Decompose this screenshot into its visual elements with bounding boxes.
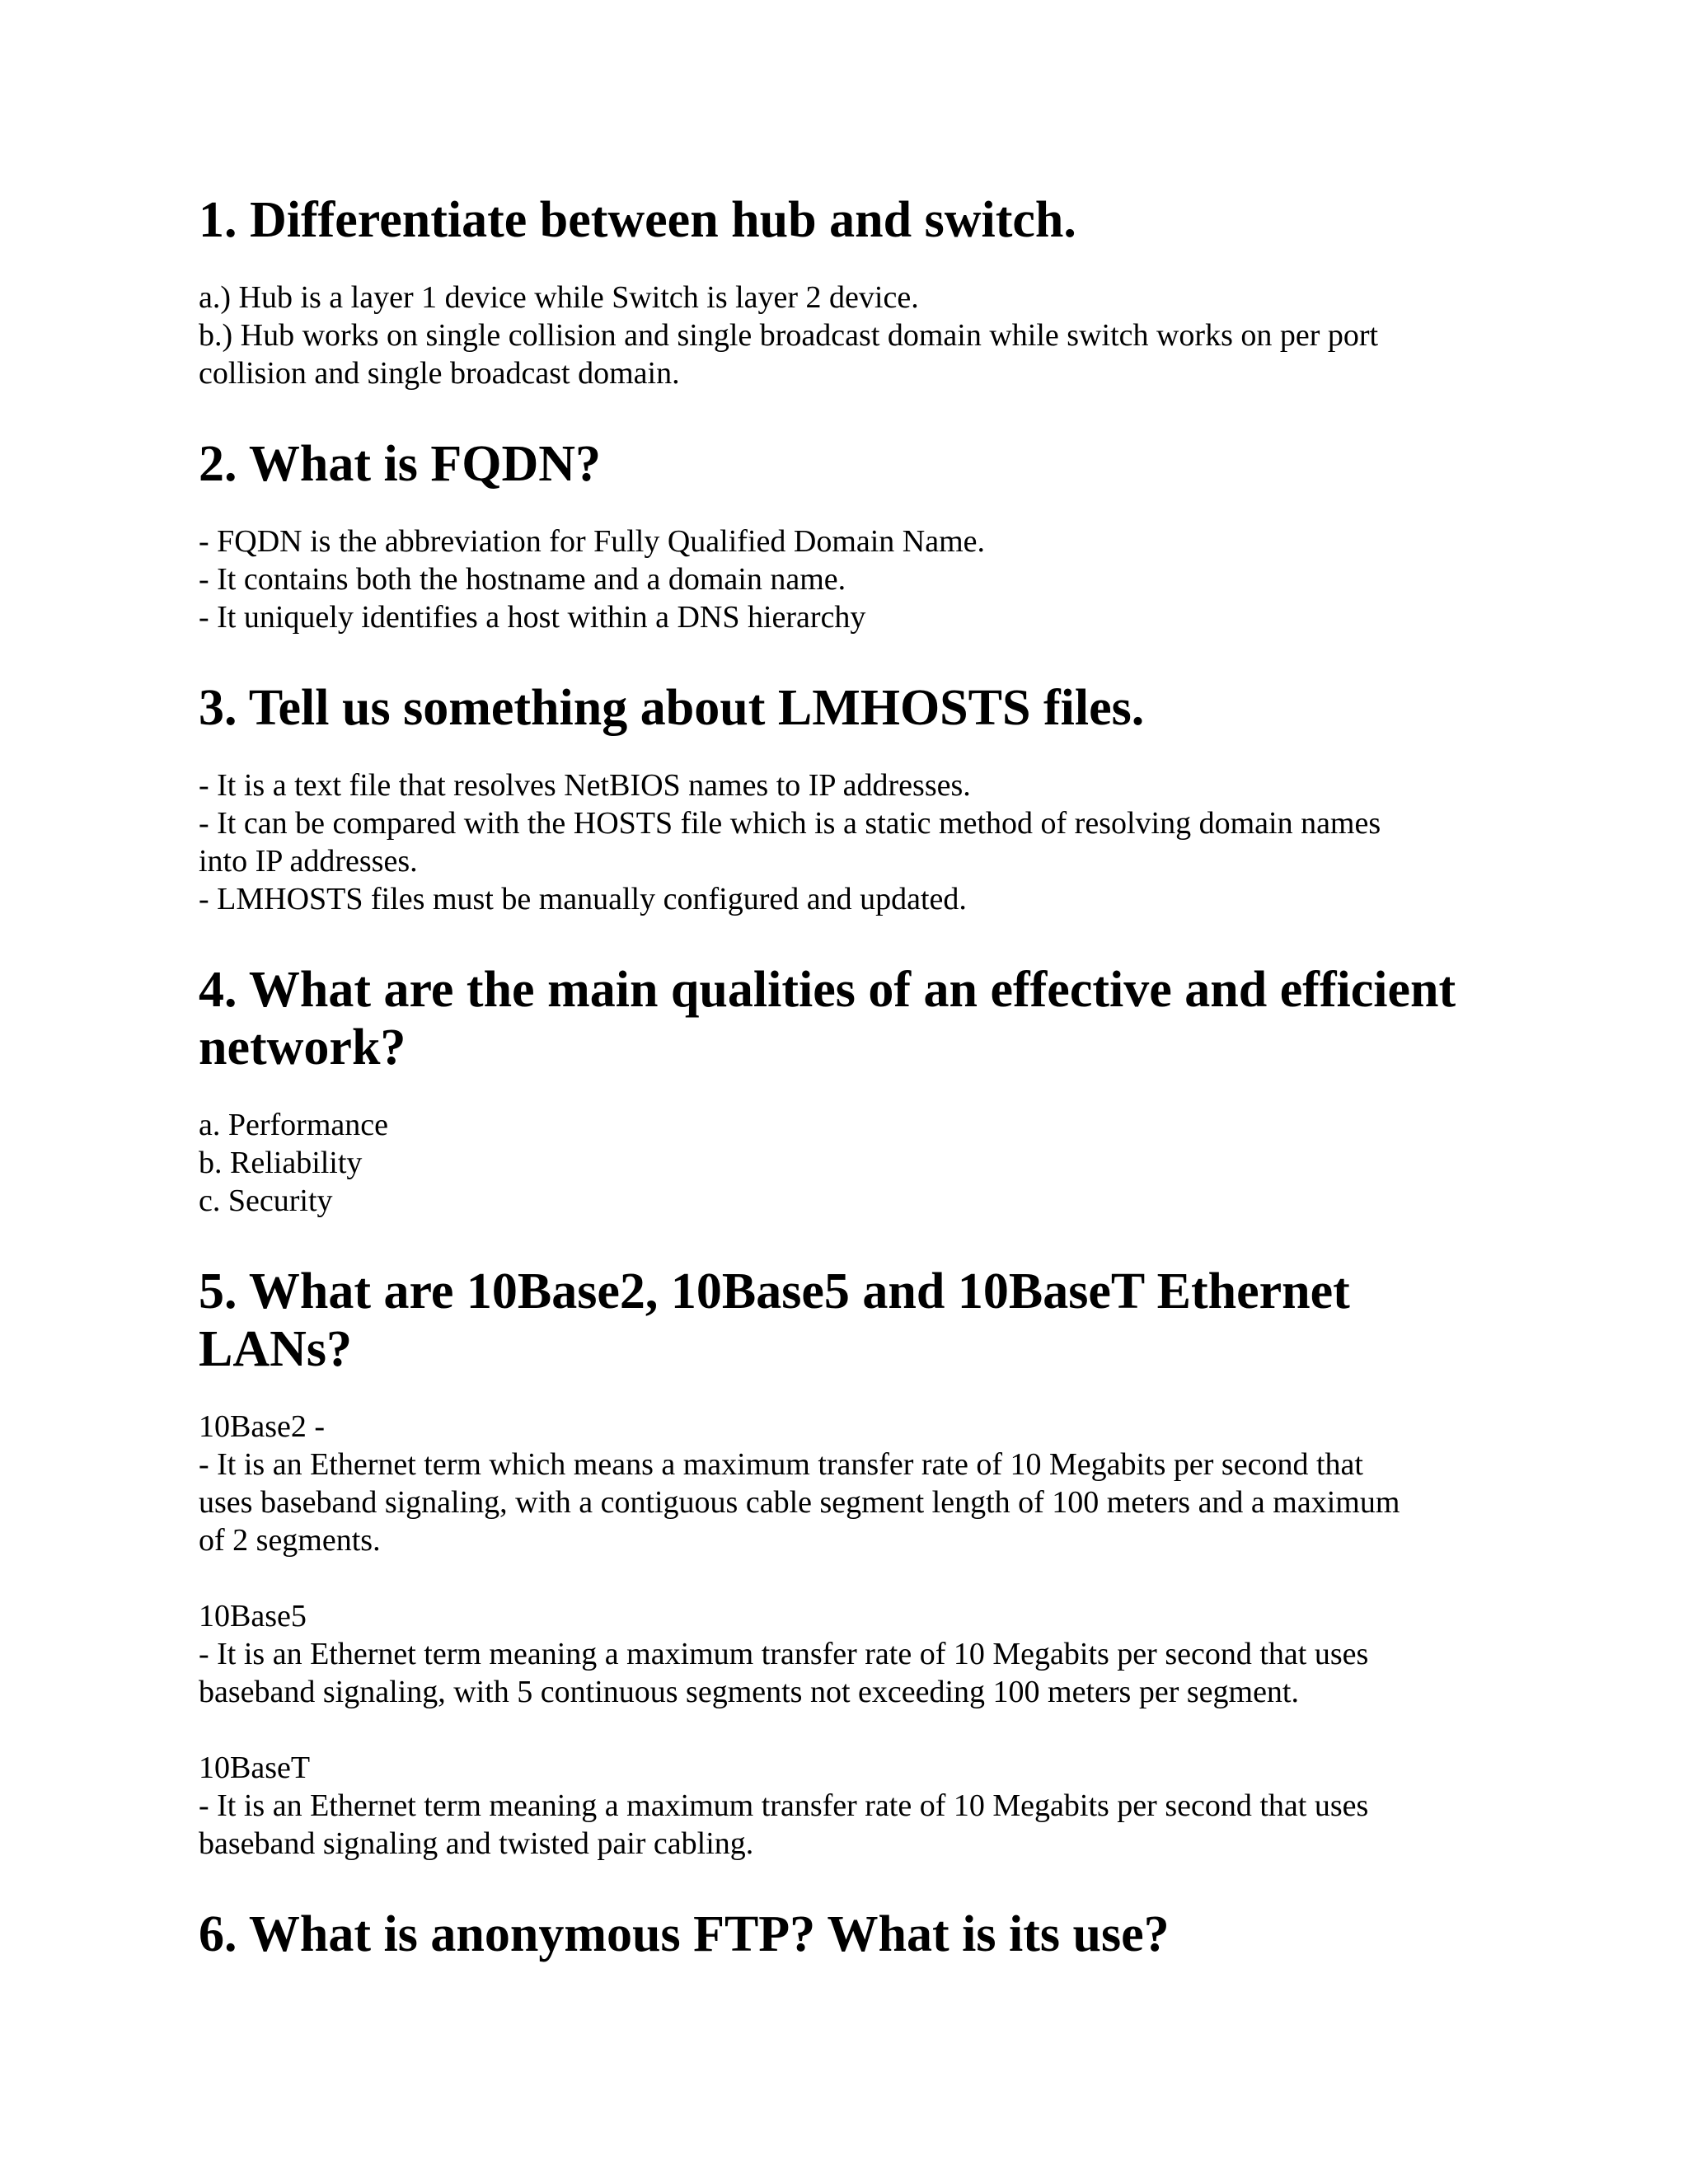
answer-line: c. Security xyxy=(199,1183,333,1218)
answer-line: into IP addresses. xyxy=(199,844,418,879)
question-4-title xyxy=(199,961,1501,1076)
document-content xyxy=(199,191,1501,1993)
answer-line: of 2 segments. xyxy=(199,1523,381,1558)
question-4-title-line-2: network? xyxy=(199,1019,406,1076)
answer-line: - It is an Ethernet term which means a maximum transfer rate of 10 Megabits per second that xyxy=(199,1447,1363,1482)
answer-block-10base2 xyxy=(199,1408,1501,1559)
question-5 xyxy=(199,1263,1501,1863)
question-5-title: 5. What are 10Base2, 10Base5 and 10BaseT Ethernet LANs? xyxy=(199,1263,1350,1377)
answer-line: collision and single broadcast domain. xyxy=(199,356,680,391)
answer-line: - It contains both the hostname and a domain name. xyxy=(199,562,846,597)
question-2 xyxy=(199,435,1501,636)
answer-line: uses baseband signaling, with a contiguous cable segment length of 100 meters and a maximum xyxy=(199,1485,1400,1520)
question-6 xyxy=(199,1905,1501,1963)
answer-line: - LMHOSTS files must be manually configured and updated. xyxy=(199,882,967,916)
question-6-title: 6. What is anonymous FTP? What is its use? xyxy=(199,1906,1170,1962)
answer-line: 10Base2 - xyxy=(199,1409,326,1444)
question-1-answer xyxy=(199,279,1501,392)
question-2-title: 2. What is FQDN? xyxy=(199,436,602,492)
answer-line: - It is an Ethernet term meaning a maximum transfer rate of 10 Megabits per second that uses xyxy=(199,1637,1369,1671)
question-3 xyxy=(199,679,1501,918)
question-1-title: 1. Differentiate between hub and switch. xyxy=(199,192,1076,248)
answer-line: baseband signaling and twisted pair cabling. xyxy=(199,1826,754,1861)
answer-line: 10Base5 xyxy=(199,1599,307,1633)
question-4-title-line-1: 4. What are the main qualities of an effective and efficient xyxy=(199,962,1456,1018)
answer-line: - It is an Ethernet term meaning a maximum transfer rate of 10 Megabits per second that uses xyxy=(199,1788,1369,1823)
answer-line: - It uniquely identifies a host within a DNS hierarchy xyxy=(199,600,866,635)
answer-block-10base5 xyxy=(199,1597,1501,1711)
answer-block-10baset xyxy=(199,1749,1501,1863)
answer-line: a. Performance xyxy=(199,1108,388,1142)
question-4 xyxy=(199,961,1501,1220)
answer-line: - It is a text file that resolves NetBIOS names to IP addresses. xyxy=(199,768,971,803)
question-3-title: 3. Tell us something about LMHOSTS files. xyxy=(199,680,1145,736)
answer-line: 10BaseT xyxy=(199,1750,311,1785)
question-2-answer xyxy=(199,523,1501,636)
answer-line: baseband signaling, with 5 continuous segments not exceeding 100 meters per segment. xyxy=(199,1675,1299,1709)
answer-line: a.) Hub is a layer 1 device while Switch is layer 2 device. xyxy=(199,280,919,315)
question-3-answer xyxy=(199,766,1501,918)
answer-line: - It can be compared with the HOSTS file which is a static method of resolving domain names xyxy=(199,806,1381,841)
question-1 xyxy=(199,191,1501,392)
answer-line: b. Reliability xyxy=(199,1146,363,1180)
question-5-answer xyxy=(199,1408,1501,1863)
question-4-answer xyxy=(199,1106,1501,1220)
answer-line: b.) Hub works on single collision and single broadcast domain while switch works on per port xyxy=(199,318,1379,353)
answer-line: - FQDN is the abbreviation for Fully Qualified Domain Name. xyxy=(199,524,986,559)
